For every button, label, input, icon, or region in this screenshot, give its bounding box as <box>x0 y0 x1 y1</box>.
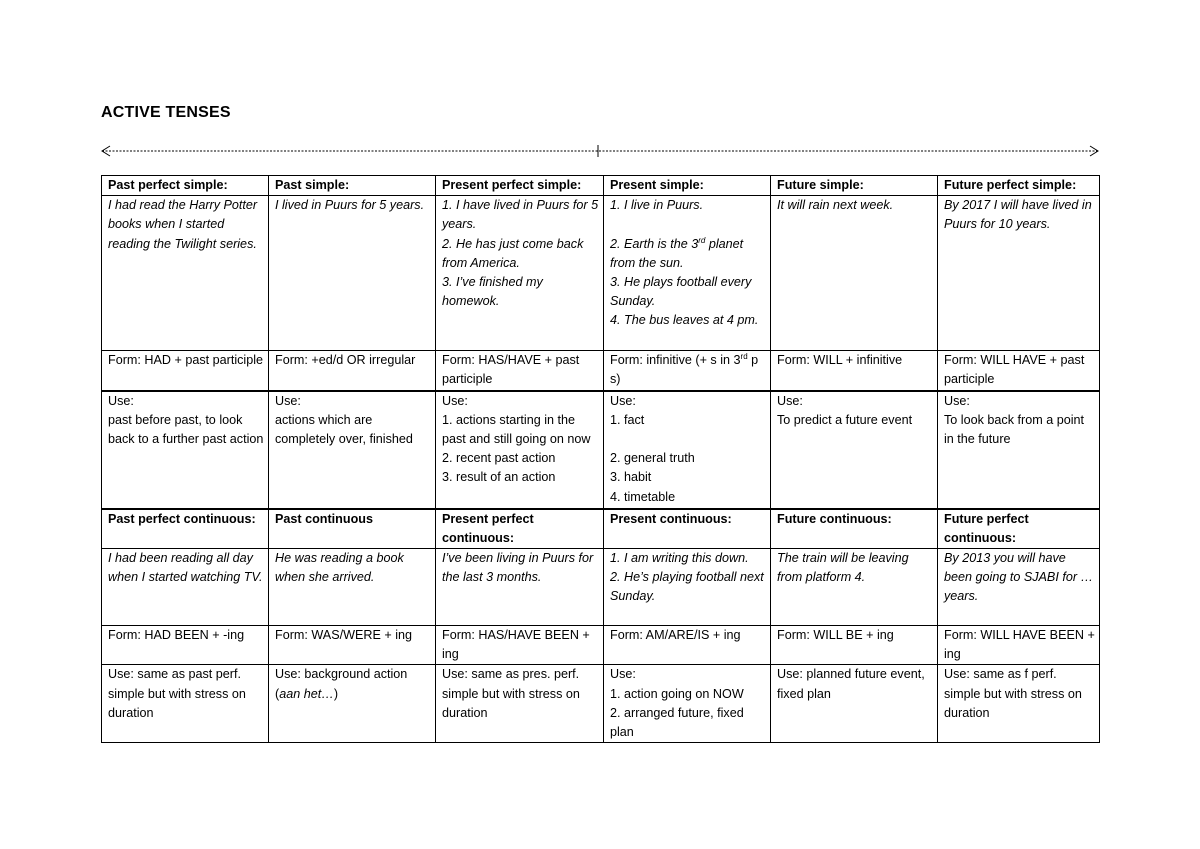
example-present-perfect-simple: 1. I have lived in Puurs for 5 years. 2. He has just come back from America. 3. I’ve finished my homewok. <box>436 196 604 351</box>
use-past-simple: Use: actions which are completely over, finished <box>269 391 436 509</box>
form-future-continuous: Form: WILL BE + ing <box>771 626 938 665</box>
continuous-use-row <box>102 665 1100 743</box>
example-future-perfect-simple: By 2017 I will have lived in Puurs for 10 years. <box>938 196 1100 351</box>
example-future-perfect-continuous: By 2013 you will have been going to SJABI for … years. <box>938 549 1100 626</box>
example-present-simple-line2-before: 2. Earth is the 3 <box>610 236 699 251</box>
example-future-simple: It will rain next week. <box>771 196 938 351</box>
header-past-continuous: Past continuous <box>269 509 436 549</box>
form-past-simple: Form: +ed/d OR irregular <box>269 351 436 391</box>
example-past-perfect-simple: I had read the Harry Potter books when I started reading the Twilight series. <box>102 196 269 351</box>
use-present-simple: Use: 1. fact 2. general truth 3. habit 4. timetable <box>604 391 771 509</box>
form-future-perfect-continuous: Form: WILL HAVE BEEN + ing <box>938 626 1100 665</box>
example-present-continuous: 1. I am writing this down. 2. He’s playing football next Sunday. <box>604 549 771 626</box>
simple-form-row <box>102 351 1100 391</box>
example-present-simple <box>604 196 771 351</box>
form-future-simple: Form: WILL + infinitive <box>771 351 938 391</box>
use-past-continuous-before: Use: background action ( <box>275 667 408 701</box>
header-past-simple: Past simple: <box>269 176 436 196</box>
form-present-simple-sup: rd <box>740 352 748 362</box>
header-future-perfect-continuous: Future perfect continuous: <box>938 509 1100 549</box>
form-present-perfect-simple: Form: HAS/HAVE + past participle <box>436 351 604 391</box>
continuous-form-row <box>102 626 1100 665</box>
timeline-arrow <box>100 143 1100 159</box>
form-present-simple-before: Form: infinitive (+ s in 3 <box>610 353 741 368</box>
example-present-simple-rest: 3. He plays football every Sunday. 4. The bus leaves at 4 pm. <box>610 275 759 328</box>
example-present-perfect-continuous: I’ve been living in Puurs for the last 3 months. <box>436 549 604 626</box>
header-future-perfect-simple: Future perfect simple: <box>938 176 1100 196</box>
header-past-perfect-continuous: Past perfect continuous: <box>102 509 269 549</box>
use-present-continuous: Use: 1. action going on NOW 2. arranged future, fixed plan <box>604 665 771 743</box>
example-present-simple-line2-after: planet from the sun. <box>610 236 744 270</box>
use-past-continuous-italic: aan het… <box>279 686 334 701</box>
form-present-simple-after: p s) <box>610 353 759 387</box>
example-past-continuous: He was reading a book when she arrived. <box>269 549 436 626</box>
form-future-perfect-simple: Form: WILL HAVE + past participle <box>938 351 1100 391</box>
use-present-perfect-simple: Use: 1. actions starting in the past and still going on now 2. recent past action 3. result of an action <box>436 391 604 509</box>
use-past-perfect-simple: Use: past before past, to look back to a further past action <box>102 391 269 509</box>
form-present-continuous: Form: AM/ARE/IS + ing <box>604 626 771 665</box>
simple-example-row <box>102 196 1100 351</box>
use-future-perfect-simple: Use: To look back from a point in the future <box>938 391 1100 509</box>
form-past-perfect-simple: Form: HAD + past participle <box>102 351 269 391</box>
example-future-continuous: The train will be leaving from platform 4. <box>771 549 938 626</box>
simple-header-row <box>102 176 1100 196</box>
header-future-simple: Future simple: <box>771 176 938 196</box>
use-future-continuous: Use: planned future event, fixed plan <box>771 665 938 743</box>
timeline-svg <box>100 143 1100 159</box>
header-present-perfect-continuous: Present perfect continuous: <box>436 509 604 549</box>
page-title: ACTIVE TENSES <box>101 104 231 121</box>
form-present-perfect-continuous: Form: HAS/HAVE BEEN + ing <box>436 626 604 665</box>
use-present-perfect-continuous: Use: same as pres. perf. simple but with stress on duration <box>436 665 604 743</box>
simple-use-row <box>102 391 1100 509</box>
continuous-header-row <box>102 509 1100 549</box>
example-present-simple-line2-sup: rd <box>698 235 706 245</box>
form-past-continuous: Form: WAS/WERE + ing <box>269 626 436 665</box>
use-past-perfect-continuous: Use: same as past perf. simple but with stress on duration <box>102 665 269 743</box>
example-present-simple-line1: 1. I live in Puurs. <box>610 198 704 213</box>
example-past-simple: I lived in Puurs for 5 years. <box>269 196 436 351</box>
form-past-perfect-continuous: Form: HAD BEEN + -ing <box>102 626 269 665</box>
use-future-perfect-continuous: Use: same as f perf. simple but with stress on duration <box>938 665 1100 743</box>
header-present-perfect-simple: Present perfect simple: <box>436 176 604 196</box>
form-present-simple <box>604 351 771 391</box>
example-past-perfect-continuous: I had been reading all day when I started watching TV. <box>102 549 269 626</box>
continuous-example-row <box>102 549 1100 626</box>
use-future-simple: Use: To predict a future event <box>771 391 938 509</box>
use-past-continuous <box>269 665 436 743</box>
header-present-continuous: Present continuous: <box>604 509 771 549</box>
tenses-table <box>101 175 1100 743</box>
use-past-continuous-after: ) <box>333 686 339 701</box>
header-past-perfect-simple: Past perfect simple: <box>102 176 269 196</box>
header-future-continuous: Future continuous: <box>771 509 938 549</box>
header-present-simple: Present simple: <box>604 176 771 196</box>
